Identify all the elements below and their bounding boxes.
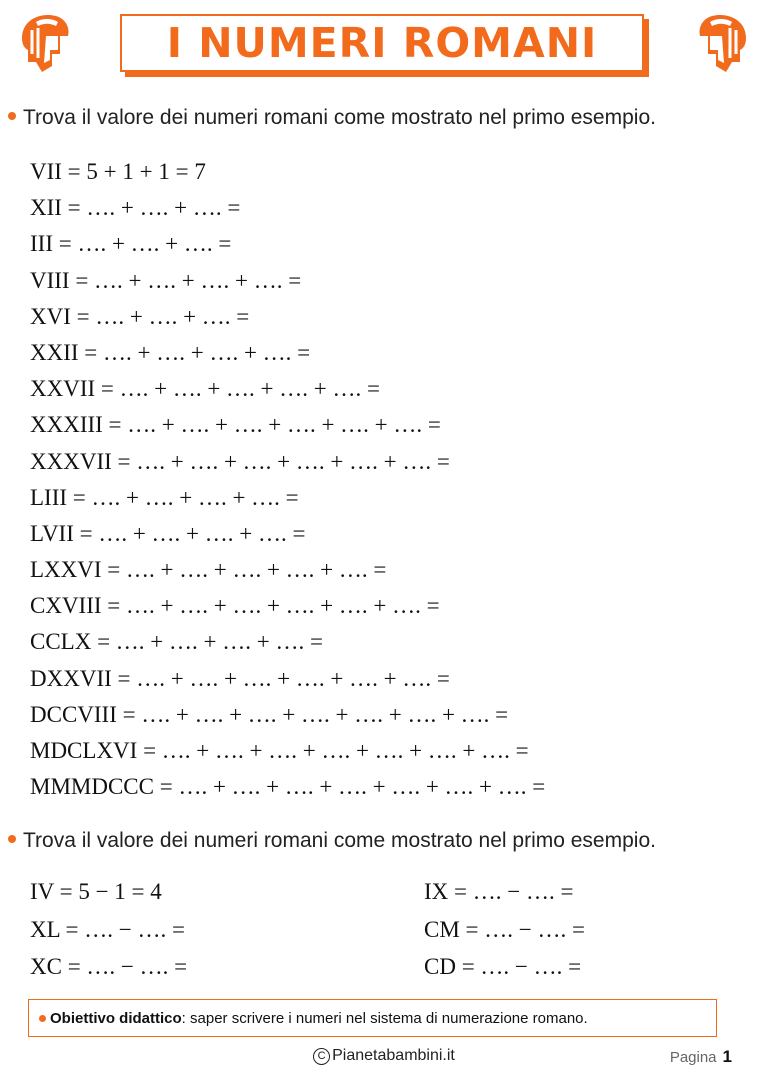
exercise-row: XXVII = …. + …. + …. + …. + …. = [30,376,380,402]
exercise-row: CXVIII = …. + …. + …. + …. + …. + …. = [30,593,440,619]
exercise-row: XC = …. − …. = [30,954,188,979]
exercise-row: LXXVI = …. + …. + …. + …. + …. = [30,557,387,583]
roman-helmet-icon [692,10,756,80]
exercise-row: XXXVII = …. + …. + …. + …. + …. + …. = [30,448,450,474]
instruction-1-text: Trova il valore dei numeri romani come mostrato nel primo esempio. [23,106,656,129]
title-banner [120,14,644,72]
exercise-list-2-left [30,873,187,986]
instruction-2 [8,829,656,853]
exercise-row: LVII = …. + …. + …. + …. = [30,520,306,546]
exercise-row: VII = 5 + 1 + 1 = 7 [30,159,206,184]
exercise-row: IX = …. − …. = [424,879,574,904]
exercise-list-1 [30,154,545,805]
instruction-2-text: Trova il valore dei numeri romani come mostrato nel primo esempio. [23,829,656,852]
objective-text: : saper scrivere i numeri nel sistema di numerazione romano. [181,1009,588,1027]
bullet-icon [39,1015,46,1022]
roman-helmet-icon [12,10,76,80]
bullet-icon [8,112,16,120]
learning-objective-box [28,999,717,1037]
exercise-row: CM = …. − …. = [424,916,585,942]
site-name: Pianetabambini.it [332,1047,455,1064]
exercise-row: VIII = …. + …. + …. + …. = [30,267,302,293]
bullet-icon [8,835,16,843]
page-indicator [670,1047,732,1067]
exercise-row: MMMDCCC = …. + …. + …. + …. + …. + …. + …. = [30,774,546,800]
exercise-row: CD = …. − …. = [424,954,582,979]
exercise-row: MDCLXVI = …. + …. + …. + …. + …. + …. + …. = [30,738,529,763]
exercise-row: XL = …. − …. = [30,916,185,942]
page-label: Pagina [669,1049,717,1066]
page-title: I NUMERI ROMANI [166,19,598,67]
exercise-row: XXII = …. + …. + …. + …. = [30,339,311,365]
exercise-row: XXXIII = …. + …. + …. + …. + …. + …. = [30,412,441,438]
exercise-list-2-right [424,873,585,986]
objective-label: Obiettivo didattico [50,1009,182,1027]
exercise-row: III = …. + …. + …. = [30,231,232,257]
exercise-row: CCLX = …. + …. + …. + …. = [30,629,323,655]
copyright-icon: C [313,1048,330,1065]
instruction-1 [8,106,656,130]
exercise-row: IV = 5 − 1 = 4 [30,879,162,904]
exercise-row: DXXVII = …. + …. + …. + …. + …. + …. = [30,665,450,691]
exercise-row: XVI = …. + …. + …. = [30,303,250,329]
exercise-row: XII = …. + …. + …. = [30,195,241,221]
footer-credit [0,1047,768,1065]
exercise-row: DCCVIII = …. + …. + …. + …. + …. + …. + …. = [30,701,509,727]
page-number: 1 [722,1047,732,1066]
exercise-row: LIII = …. + …. + …. + …. = [30,484,299,510]
